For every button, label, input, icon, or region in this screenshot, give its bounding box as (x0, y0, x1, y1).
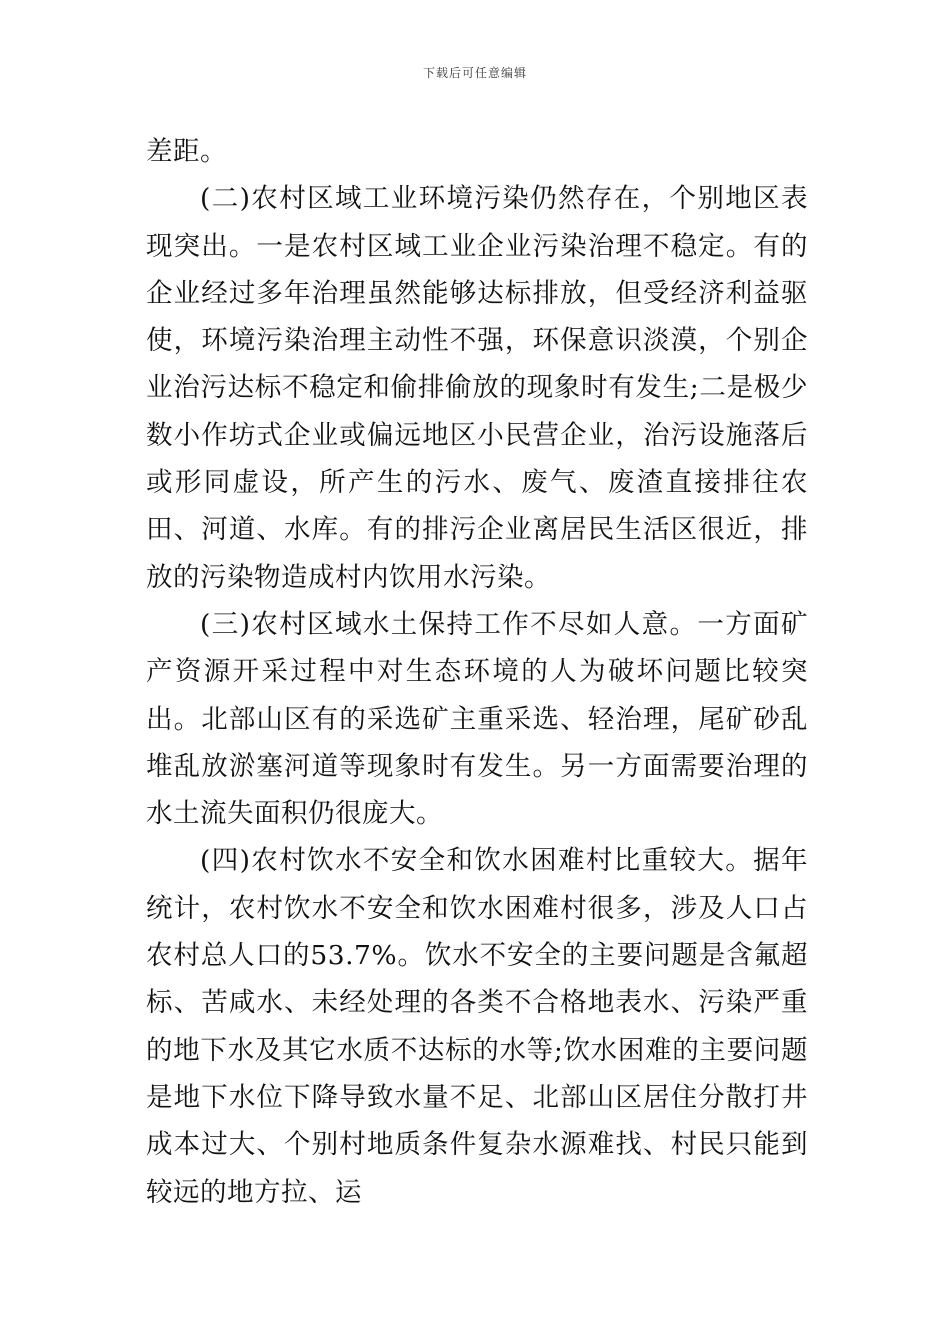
paragraph-section-4: (四)农村饮水不安全和饮水困难村比重较大。据年统计，农村饮水不安全和饮水困难村很多，涉及人口占农村总人口的53.7%。饮水不安全的主要问题是含氟超标、苦咸水、未经处理的各类不合格地表水、污染严重的地下水及其它水质不达标的水等;饮水困难的主要问题是地下水位下降导致水量不足、北部山区居住分散打井成本过大、个别村地质条件复杂水源难找、村民只能到较远的地方拉、运 (146, 845, 808, 1208)
document-body (146, 128, 808, 1216)
page-header-note: 下载后可任意编辑 (422, 66, 527, 80)
paragraph-continuation: 差距。 (146, 136, 227, 167)
paragraph-section-2: (二)农村区域工业环境污染仍然存在，个别地区表现突出。一是农村区域工业企业污染治理不稳定。有的企业经过多年治理虽然能够达标排放，但受经济利益驱使，环境污染治理主动性不强，环保意识淡漠，个别企业治污达标不稳定和偷排偷放的现象时有发生;二是极少数小作坊式企业或偏远地区小民营企业，治污设施落后或形同虚设，所产生的污水、废气、废渣直接排往农田、河道、水库。有的排污企业离居民生活区很近，排放的污染物造成村内饮用水污染。 (146, 183, 808, 593)
paragraph-section-3: (三)农村区域水土保持工作不尽如人意。一方面矿产资源开采过程中对生态环境的人为破坏问题比较突出。北部山区有的采选矿主重采选、轻治理，尾矿砂乱堆乱放淤塞河道等现象时有发生。另一方面需要治理的水土流失面积仍很庞大。 (146, 608, 808, 830)
